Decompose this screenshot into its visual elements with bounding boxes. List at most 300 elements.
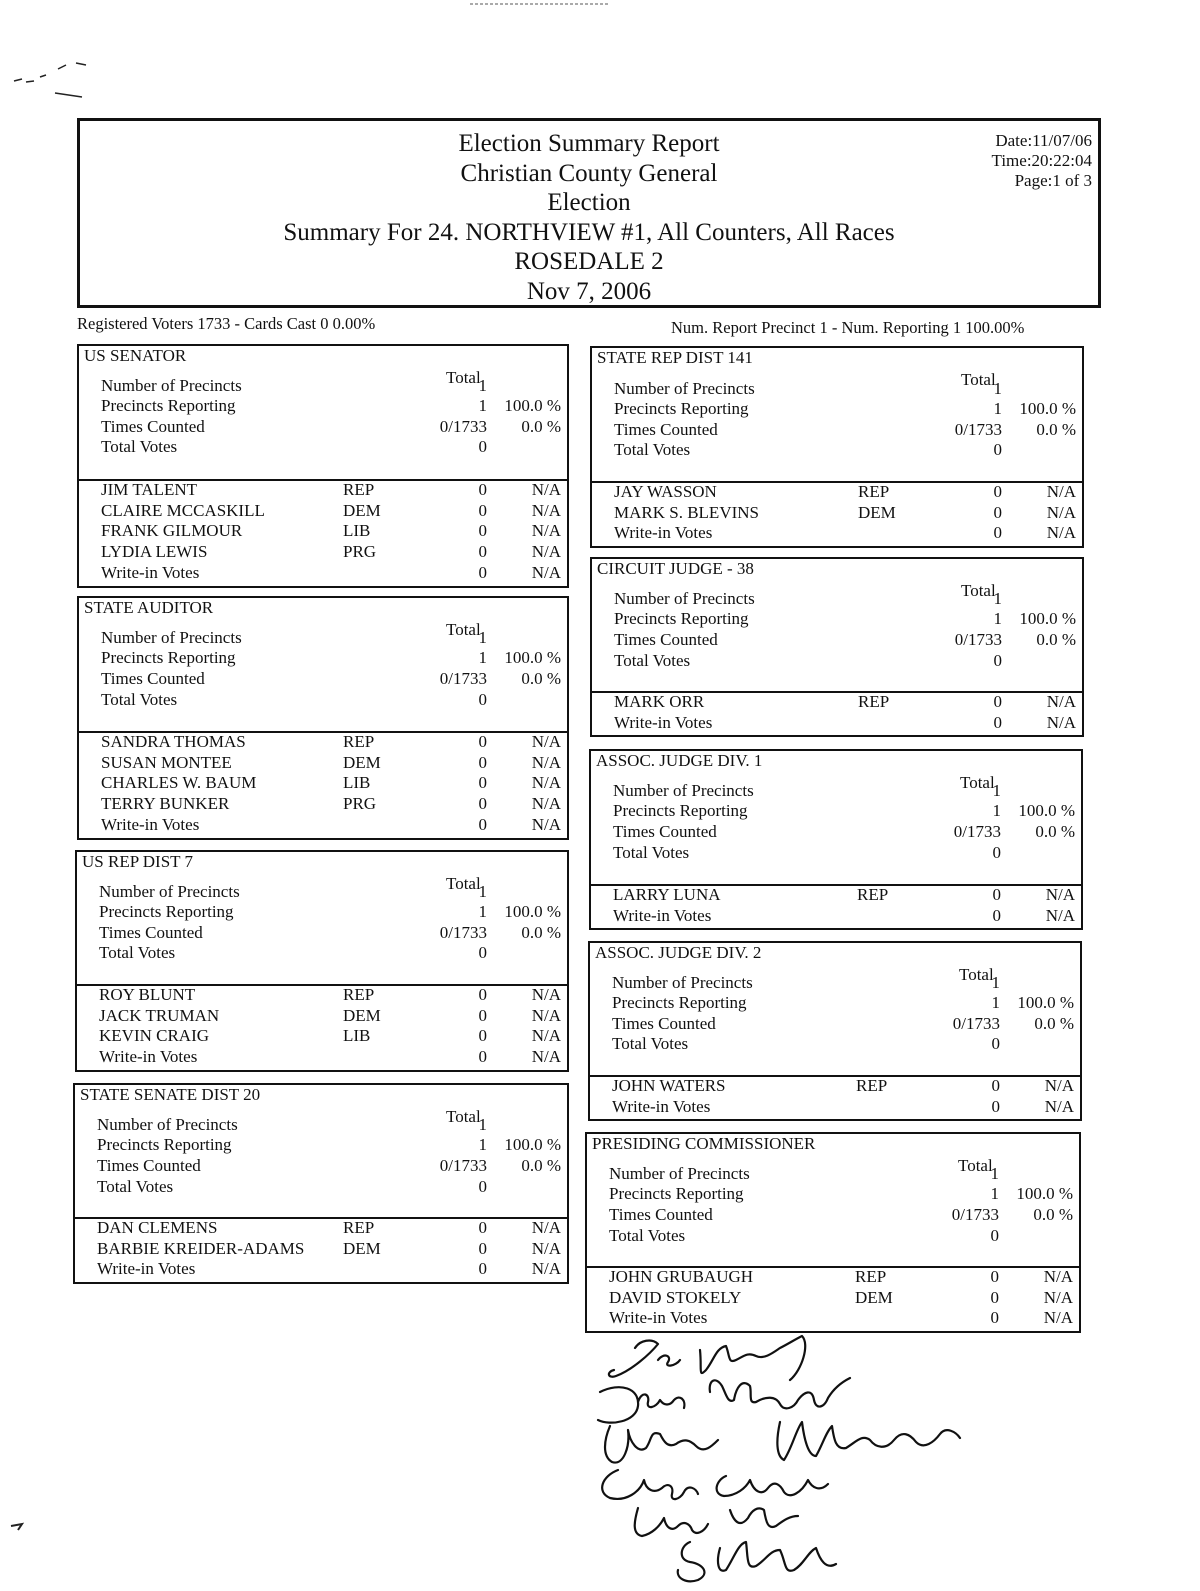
candidate-party: REP xyxy=(343,1218,375,1237)
candidate-name: SUSAN MONTEE xyxy=(101,752,232,772)
candidate-row xyxy=(592,692,1082,713)
stat-value: 1 xyxy=(990,1164,999,1183)
candidate-percent: N/A xyxy=(531,1047,561,1067)
stat-row xyxy=(587,1226,1079,1247)
candidate-row xyxy=(79,773,567,794)
stat-value: 1 xyxy=(478,1135,487,1154)
candidate-party: LIB xyxy=(343,1026,371,1046)
candidate-percent: N/A xyxy=(531,773,561,793)
report-time: Time:20:22:04 xyxy=(991,151,1092,170)
stat-label: Times Counted xyxy=(614,630,718,649)
stat-row xyxy=(79,437,567,458)
candidate-votes: 0 xyxy=(991,1096,1000,1116)
candidate-row xyxy=(590,1076,1080,1097)
candidate-percent: N/A xyxy=(531,480,561,499)
stat-percent: 0.0 % xyxy=(521,417,561,436)
report-title-block xyxy=(80,129,1098,306)
candidate-name: LARRY LUNA xyxy=(613,885,721,904)
candidate-percent: N/A xyxy=(531,1026,561,1046)
total-column-header: Total xyxy=(446,368,481,387)
stat-row xyxy=(591,843,1081,864)
total-column-header: Total xyxy=(446,1107,481,1126)
candidate-name: SANDRA THOMAS xyxy=(101,732,246,751)
candidate-percent: N/A xyxy=(1044,1096,1074,1116)
stat-row xyxy=(592,440,1082,461)
stat-label: Precincts Reporting xyxy=(101,396,236,415)
candidate-party: LIB xyxy=(343,521,371,541)
stat-value: 1 xyxy=(993,399,1002,418)
stat-row xyxy=(592,379,1082,400)
stat-label: Precincts Reporting xyxy=(99,902,234,921)
candidate-votes: 0 xyxy=(990,1287,999,1307)
candidate-party: DEM xyxy=(858,502,896,522)
candidate-percent: N/A xyxy=(531,1259,561,1279)
candidate-party: DEM xyxy=(343,1238,381,1258)
stat-row xyxy=(590,973,1080,994)
race-box xyxy=(77,344,569,588)
candidate-votes: 0 xyxy=(478,1259,487,1279)
stat-value: 1 xyxy=(991,973,1000,992)
candidate-party: REP xyxy=(343,985,375,1004)
candidate-party: REP xyxy=(856,1076,888,1095)
candidate-votes: 0 xyxy=(478,1005,487,1025)
stat-row xyxy=(77,943,567,964)
total-column-header: Total xyxy=(960,773,995,792)
stat-value: 0/1733 xyxy=(439,417,487,436)
registered-voters-summary: Registered Voters 1733 - Cards Cast 0 0.00% xyxy=(77,314,376,333)
stat-percent: 0.0 % xyxy=(521,669,561,688)
stat-percent: 0.0 % xyxy=(521,1156,561,1175)
stat-row xyxy=(590,1014,1080,1035)
candidate-name: CHARLES W. BAUM xyxy=(101,773,257,793)
stat-label: Precincts Reporting xyxy=(614,609,749,628)
stat-value: 1 xyxy=(993,379,1002,398)
race-title: STATE AUDITOR xyxy=(84,598,214,617)
race-box xyxy=(588,941,1082,1121)
stat-value: 0/1733 xyxy=(953,822,1001,841)
candidate-percent: N/A xyxy=(1043,1308,1073,1328)
candidate-percent: N/A xyxy=(1045,885,1075,904)
total-column-header: Total xyxy=(446,874,481,893)
candidate-name: BARBIE KREIDER-ADAMS xyxy=(97,1238,305,1258)
candidate-name: Write-in Votes xyxy=(612,1096,711,1116)
candidate-percent: N/A xyxy=(1043,1267,1073,1286)
stat-value: 0 xyxy=(478,690,487,709)
candidate-votes: 0 xyxy=(478,1238,487,1258)
stat-row xyxy=(75,1156,567,1177)
stat-row xyxy=(592,589,1082,610)
stat-percent: 100.0 % xyxy=(504,648,561,667)
stat-value: 1 xyxy=(478,902,487,921)
county-election-name: Christian County General xyxy=(460,159,718,187)
candidate-row xyxy=(77,1047,567,1068)
stat-label: Precincts Reporting xyxy=(612,993,747,1012)
report-title: Election Summary Report xyxy=(458,130,720,157)
candidate-percent: N/A xyxy=(1046,482,1076,501)
candidate-name: JIM TALENT xyxy=(101,480,198,499)
stat-value: 0/1733 xyxy=(439,1156,487,1175)
stat-row xyxy=(591,801,1081,822)
candidate-row xyxy=(79,753,567,774)
stat-value: 1 xyxy=(478,648,487,667)
candidate-votes: 0 xyxy=(478,985,487,1004)
stat-value: 0 xyxy=(478,437,487,456)
candidate-votes: 0 xyxy=(478,521,487,541)
stat-row xyxy=(592,420,1082,441)
reporting-summary: Num. Report Precinct 1 - Num. Reporting 1 100.00% xyxy=(671,318,1025,337)
candidate-votes: 0 xyxy=(993,692,1002,711)
candidate-row xyxy=(77,985,567,1006)
candidate-row xyxy=(591,885,1081,906)
stat-percent: 100.0 % xyxy=(1019,609,1076,628)
stat-label: Precincts Reporting xyxy=(613,801,748,820)
race-box xyxy=(75,850,569,1072)
candidate-name: DAVID STOKELY xyxy=(609,1287,742,1307)
stat-percent: 100.0 % xyxy=(504,902,561,921)
candidate-name: ROY BLUNT xyxy=(99,985,196,1004)
stat-percent: 100.0 % xyxy=(1016,1184,1073,1203)
stat-label: Times Counted xyxy=(613,822,717,841)
stat-label: Precincts Reporting xyxy=(609,1184,744,1203)
race-box xyxy=(585,1132,1081,1333)
stat-row xyxy=(79,396,567,417)
candidate-name: KEVIN CRAIG xyxy=(99,1026,210,1046)
stat-value: 0 xyxy=(991,1034,1000,1053)
stat-value: 1 xyxy=(992,781,1001,800)
stat-label: Times Counted xyxy=(101,669,205,688)
stat-row xyxy=(587,1184,1079,1205)
stat-label: Total Votes xyxy=(614,651,691,670)
candidate-percent: N/A xyxy=(531,814,561,834)
candidate-percent: N/A xyxy=(531,752,561,772)
stat-row xyxy=(79,376,567,397)
candidate-percent: N/A xyxy=(531,562,561,582)
candidate-percent: N/A xyxy=(531,1218,561,1237)
candidate-votes: 0 xyxy=(990,1267,999,1286)
total-column-header: Total xyxy=(961,581,996,600)
candidate-row xyxy=(79,521,567,542)
candidate-votes: 0 xyxy=(993,523,1002,543)
stat-value: 1 xyxy=(478,396,487,415)
candidate-row xyxy=(79,542,567,563)
candidate-votes: 0 xyxy=(993,712,1002,732)
candidate-name: CLAIRE MCCASKILL xyxy=(101,500,265,520)
candidate-percent: N/A xyxy=(531,1238,561,1258)
stat-label: Number of Precincts xyxy=(614,379,755,398)
stat-label: Total Votes xyxy=(97,1177,174,1196)
candidate-percent: N/A xyxy=(531,500,561,520)
candidate-row xyxy=(75,1259,567,1280)
stat-value: 1 xyxy=(478,1115,487,1134)
stat-row xyxy=(79,690,567,711)
candidate-votes: 0 xyxy=(478,732,487,751)
stat-value: 0 xyxy=(478,1177,487,1196)
candidate-row xyxy=(79,480,567,501)
summary-for-line: Summary For 24. NORTHVIEW #1, All Counters, All Races xyxy=(283,218,895,246)
stat-row xyxy=(592,630,1082,651)
candidate-percent: N/A xyxy=(531,732,561,751)
candidate-votes: 0 xyxy=(993,482,1002,501)
candidate-party: DEM xyxy=(343,1005,381,1025)
candidate-votes: 0 xyxy=(478,500,487,520)
stat-row xyxy=(75,1177,567,1198)
stat-label: Total Votes xyxy=(101,690,178,709)
stat-label: Total Votes xyxy=(612,1034,689,1053)
stat-row xyxy=(77,902,567,923)
candidate-percent: N/A xyxy=(1046,692,1076,711)
race-box xyxy=(590,557,1084,737)
race-title: STATE SENATE DIST 20 xyxy=(80,1085,261,1104)
candidate-votes: 0 xyxy=(478,542,487,562)
stat-label: Number of Precincts xyxy=(97,1115,238,1134)
stat-value: 1 xyxy=(990,1184,999,1203)
candidate-percent: N/A xyxy=(1045,905,1075,925)
stat-value: 0/1733 xyxy=(954,630,1002,649)
stat-row xyxy=(590,993,1080,1014)
stat-label: Precincts Reporting xyxy=(97,1135,232,1154)
candidate-percent: N/A xyxy=(1046,523,1076,543)
total-column-header: Total xyxy=(958,1156,993,1175)
candidate-party: REP xyxy=(855,1267,887,1286)
stat-label: Times Counted xyxy=(609,1205,713,1224)
stat-percent: 100.0 % xyxy=(1017,993,1074,1012)
stat-label: Number of Precincts xyxy=(101,376,242,395)
stat-row xyxy=(590,1034,1080,1055)
candidate-row xyxy=(591,906,1081,927)
candidate-percent: N/A xyxy=(1043,1287,1073,1307)
candidate-party: LIB xyxy=(343,773,371,793)
candidate-name: JAY WASSON xyxy=(614,482,717,501)
candidate-row xyxy=(75,1218,567,1239)
candidate-percent: N/A xyxy=(531,1005,561,1025)
candidate-percent: N/A xyxy=(531,794,561,814)
stat-label: Number of Precincts xyxy=(609,1164,750,1183)
stat-row xyxy=(592,609,1082,630)
stat-percent: 0.0 % xyxy=(1036,630,1076,649)
stat-value: 1 xyxy=(991,993,1000,1012)
candidate-votes: 0 xyxy=(478,1047,487,1067)
candidate-party: DEM xyxy=(855,1287,893,1307)
candidate-row xyxy=(592,523,1082,544)
candidate-row xyxy=(77,1006,567,1027)
stat-row xyxy=(591,781,1081,802)
candidate-party: REP xyxy=(343,480,375,499)
candidate-votes: 0 xyxy=(478,1026,487,1046)
candidate-name: Write-in Votes xyxy=(614,523,713,543)
stat-percent: 100.0 % xyxy=(504,396,561,415)
stat-value: 1 xyxy=(992,801,1001,820)
candidate-row xyxy=(590,1097,1080,1118)
race-title: US REP DIST 7 xyxy=(82,852,193,871)
stat-label: Total Votes xyxy=(614,440,691,459)
candidate-row xyxy=(587,1288,1079,1309)
candidate-votes: 0 xyxy=(991,1076,1000,1095)
candidate-name: Write-in Votes xyxy=(99,1047,198,1067)
candidate-votes: 0 xyxy=(478,562,487,582)
stat-label: Number of Precincts xyxy=(612,973,753,992)
candidate-row xyxy=(79,815,567,836)
stat-value: 0 xyxy=(990,1226,999,1245)
stat-value: 0/1733 xyxy=(439,923,487,942)
candidate-name: JACK TRUMAN xyxy=(99,1005,220,1025)
race-title: ASSOC. JUDGE DIV. 1 xyxy=(596,751,763,770)
candidate-row xyxy=(587,1267,1079,1288)
race-title: CIRCUIT JUDGE - 38 xyxy=(597,559,754,578)
candidate-name: MARK S. BLEVINS xyxy=(614,502,759,522)
candidate-name: TERRY BUNKER xyxy=(101,794,230,814)
stat-label: Times Counted xyxy=(612,1014,716,1033)
candidate-name: FRANK GILMOUR xyxy=(101,521,243,541)
stat-percent: 100.0 % xyxy=(1018,801,1075,820)
candidate-row xyxy=(79,732,567,753)
stat-row xyxy=(79,648,567,669)
stat-value: 1 xyxy=(478,376,487,395)
candidate-name: Write-in Votes xyxy=(101,562,200,582)
report-header xyxy=(77,118,1101,308)
stat-value: 1 xyxy=(478,882,487,901)
stat-label: Number of Precincts xyxy=(99,882,240,901)
stat-row xyxy=(592,651,1082,672)
candidate-party: PRG xyxy=(343,542,377,562)
stat-label: Total Votes xyxy=(613,843,690,862)
candidate-name: JOHN WATERS xyxy=(612,1076,726,1095)
stat-percent: 100.0 % xyxy=(1019,399,1076,418)
total-column-header: Total xyxy=(446,620,481,639)
candidate-name: Write-in Votes xyxy=(101,814,200,834)
election-word: Election xyxy=(547,189,631,216)
candidate-percent: N/A xyxy=(1044,1076,1074,1095)
stat-label: Precincts Reporting xyxy=(614,399,749,418)
race-title: PRESIDING COMMISSIONER xyxy=(592,1134,816,1153)
report-page: Page:1 of 3 xyxy=(1014,171,1092,190)
stat-label: Total Votes xyxy=(99,943,176,962)
stat-row xyxy=(75,1135,567,1156)
stat-label: Times Counted xyxy=(614,420,718,439)
stat-percent: 0.0 % xyxy=(521,923,561,942)
stat-label: Precincts Reporting xyxy=(101,648,236,667)
election-date: Nov 7, 2006 xyxy=(526,277,652,305)
candidate-row xyxy=(592,482,1082,503)
candidate-name: JOHN GRUBAUGH xyxy=(609,1267,754,1286)
candidate-votes: 0 xyxy=(478,752,487,772)
stat-percent: 0.0 % xyxy=(1036,420,1076,439)
stat-row xyxy=(79,417,567,438)
stat-row xyxy=(77,923,567,944)
candidate-party: REP xyxy=(858,692,890,711)
signatures-image xyxy=(580,1330,1000,1590)
candidate-votes: 0 xyxy=(478,773,487,793)
stat-value: 1 xyxy=(993,589,1002,608)
candidate-votes: 0 xyxy=(992,885,1001,904)
race-title: STATE REP DIST 141 xyxy=(597,348,753,367)
scan-mark-bottom-left xyxy=(8,1518,28,1534)
candidate-votes: 0 xyxy=(478,1218,487,1237)
candidate-name: DAN CLEMENS xyxy=(97,1218,218,1237)
stat-percent: 0.0 % xyxy=(1033,1205,1073,1224)
stat-value: 1 xyxy=(993,609,1002,628)
candidate-party: REP xyxy=(858,482,890,501)
candidate-party: PRG xyxy=(343,794,377,814)
candidate-votes: 0 xyxy=(478,814,487,834)
stat-label: Number of Precincts xyxy=(614,589,755,608)
candidate-row xyxy=(592,713,1082,734)
candidate-row xyxy=(79,794,567,815)
stat-label: Times Counted xyxy=(97,1156,201,1175)
candidate-percent: N/A xyxy=(1046,712,1076,732)
candidate-row xyxy=(75,1239,567,1260)
stat-row xyxy=(79,628,567,649)
stat-value: 0 xyxy=(478,943,487,962)
report-meta xyxy=(992,131,1092,191)
race-box xyxy=(589,749,1083,930)
precinct-name: ROSEDALE 2 xyxy=(514,248,664,275)
race-box xyxy=(77,596,569,840)
stat-row xyxy=(77,882,567,903)
stat-row xyxy=(591,822,1081,843)
candidate-percent: N/A xyxy=(531,985,561,1004)
candidate-row xyxy=(592,503,1082,524)
stat-label: Total Votes xyxy=(609,1226,686,1245)
stat-value: 0 xyxy=(993,651,1002,670)
stat-label: Times Counted xyxy=(101,417,205,436)
candidate-name: Write-in Votes xyxy=(97,1259,196,1279)
race-box xyxy=(73,1083,569,1284)
stat-percent: 0.0 % xyxy=(1035,822,1075,841)
stat-label: Times Counted xyxy=(99,923,203,942)
stat-value: 0/1733 xyxy=(954,420,1002,439)
scan-mark-top-edge xyxy=(470,0,610,8)
stat-value: 0/1733 xyxy=(439,669,487,688)
scan-mark-top-left xyxy=(0,55,100,105)
candidate-row xyxy=(79,501,567,522)
candidate-name: Write-in Votes xyxy=(613,905,712,925)
candidate-percent: N/A xyxy=(531,542,561,562)
total-column-header: Total xyxy=(961,370,996,389)
candidate-row xyxy=(587,1308,1079,1329)
candidate-votes: 0 xyxy=(478,794,487,814)
stat-row xyxy=(79,669,567,690)
stat-value: 0/1733 xyxy=(951,1205,999,1224)
stat-value: 0/1733 xyxy=(952,1014,1000,1033)
stat-row xyxy=(592,399,1082,420)
stat-percent: 0.0 % xyxy=(1034,1014,1074,1033)
candidate-name: Write-in Votes xyxy=(609,1308,708,1328)
stat-row xyxy=(587,1205,1079,1226)
stat-row xyxy=(587,1164,1079,1185)
stat-value: 0 xyxy=(993,440,1002,459)
candidate-party: DEM xyxy=(343,500,381,520)
candidate-name: LYDIA LEWIS xyxy=(101,542,208,562)
candidate-votes: 0 xyxy=(478,480,487,499)
candidate-party: REP xyxy=(857,885,889,904)
stat-percent: 100.0 % xyxy=(504,1135,561,1154)
stat-label: Number of Precincts xyxy=(101,628,242,647)
report-date: Date:11/07/06 xyxy=(995,131,1092,150)
total-column-header: Total xyxy=(959,965,994,984)
stat-value: 1 xyxy=(478,628,487,647)
race-title: ASSOC. JUDGE DIV. 2 xyxy=(595,943,762,962)
candidate-votes: 0 xyxy=(990,1308,999,1328)
candidate-name: MARK ORR xyxy=(614,692,705,711)
race-box xyxy=(590,346,1084,548)
candidate-votes: 0 xyxy=(992,905,1001,925)
candidate-party: DEM xyxy=(343,752,381,772)
candidate-row xyxy=(77,1026,567,1047)
candidate-row xyxy=(79,563,567,584)
candidate-party: REP xyxy=(343,732,375,751)
race-title: US SENATOR xyxy=(84,346,187,365)
stat-value: 0 xyxy=(992,843,1001,862)
